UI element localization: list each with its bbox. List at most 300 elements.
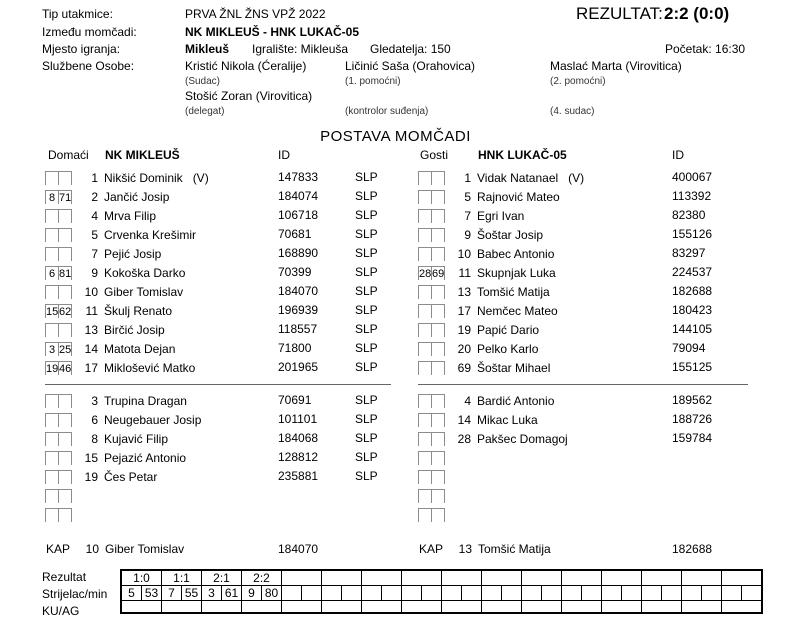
sub-in-number-box [45, 285, 59, 299]
score-result-cell [682, 570, 722, 586]
player-row [415, 320, 790, 339]
player-id: 184070 [278, 284, 319, 298]
player-number: 11 [85, 303, 98, 318]
sub-minute-box [58, 508, 72, 522]
section-title: POSTAVA MOMČADI [320, 128, 471, 145]
player-number: 7 [464, 208, 471, 223]
player-id: 71800 [278, 341, 312, 355]
label-officials: Službene Osobe: [42, 59, 135, 73]
player-id: 155126 [672, 227, 713, 241]
player-name: Babec Antonio [477, 246, 555, 261]
sub-minute-box [431, 432, 445, 446]
score-result-cell [402, 570, 442, 586]
guest-roster [415, 148, 790, 556]
ku-ag-cell [642, 601, 682, 614]
player-name: Nikšić Dominik [104, 170, 183, 185]
scorer-cell: 3 [202, 586, 222, 601]
home-side-label: Domaći [48, 148, 89, 162]
player-id: 400067 [672, 170, 713, 184]
home-roster [42, 148, 417, 556]
ku-ag-cell [121, 601, 162, 614]
home-id-column-label: ID [278, 148, 290, 162]
sub-in-number-box: 15 [46, 305, 59, 318]
player-id: 70399 [278, 265, 312, 279]
sub-in-number-box [45, 508, 59, 522]
player-number: 5 [464, 189, 471, 204]
scorer-cell [362, 586, 382, 601]
player-number: 15 [84, 450, 98, 465]
sub-minute-box [58, 394, 72, 408]
scorer-cell [522, 586, 542, 601]
sub-in-number-box [418, 489, 432, 503]
guest-roster-header [415, 148, 790, 168]
sub-minute-box [431, 451, 445, 465]
scorer-cell [482, 586, 502, 601]
player-number: 7 [91, 246, 98, 261]
player-registration: SLP [355, 265, 378, 279]
ku-ag-cell [322, 601, 362, 614]
player-registration: SLP [355, 431, 378, 445]
player-number: 3 [91, 393, 98, 408]
sub-minute-box [58, 285, 72, 299]
match-type-value: PRVA ŽNL ŽNS VPŽ 2022 [185, 7, 326, 21]
player-name: Giber Tomislav [104, 284, 184, 299]
player-row [42, 358, 417, 377]
player-id: 70691 [278, 393, 312, 407]
sub-minute-box [58, 323, 72, 337]
score-result-cell [442, 570, 482, 586]
scorer-cell [682, 586, 702, 601]
player-name: Papić Dario [477, 322, 540, 337]
sub-minute-box [58, 209, 72, 223]
score-label-ku-ag: KU/AG [42, 604, 80, 617]
ku-ag-cell [482, 601, 522, 614]
score-result-cell [322, 570, 362, 586]
sub-in-number-box: 8 [45, 190, 59, 204]
player-number: 10 [84, 284, 98, 299]
referee-role: (Sudac) [185, 76, 221, 87]
player-name: Mrva Filip [104, 208, 157, 223]
pitch-value: Igralište: Mikleuša [252, 42, 349, 56]
player-id: 201965 [278, 360, 319, 374]
sub-minute-box [431, 394, 445, 408]
score-result-cell: 1:1 [162, 570, 202, 586]
player-number: 1 [91, 170, 98, 185]
ku-ag-cell [282, 601, 322, 614]
assistant2-role: (2. pomoćni) [550, 76, 606, 87]
sub-in-number-box [418, 304, 432, 318]
sub-minute-box [431, 342, 445, 356]
sub-in-number-box [45, 394, 59, 408]
player-row [415, 168, 790, 187]
player-name: Šoštar Josip [477, 227, 544, 242]
sub-in-number-box [418, 228, 432, 242]
player-number: 2 [91, 189, 98, 204]
player-id: 189562 [672, 393, 713, 407]
minute-cell: 80 [262, 586, 282, 601]
player-id: 182688 [672, 284, 713, 298]
player-number: 4 [91, 208, 98, 223]
score-result-cell [282, 570, 322, 586]
home-starters-list [42, 168, 417, 377]
player-id: 79094 [672, 341, 706, 355]
sub-in-number-box: 6 [45, 266, 59, 280]
player-number: 10 [457, 246, 471, 261]
scorer-cell [642, 586, 662, 601]
minute-cell [462, 586, 482, 601]
sub-in-number-box [45, 489, 59, 503]
player-name: Pakšec Domagoj [477, 431, 568, 446]
player-id: 144105 [672, 322, 713, 336]
ku-ag-cell [162, 601, 202, 614]
ku-ag-cell [202, 601, 242, 614]
player-row [415, 244, 790, 263]
player-registration: SLP [355, 303, 378, 317]
sub-minute-box [58, 432, 72, 446]
sub-minute-box [431, 285, 445, 299]
sub-in-number-box [418, 413, 432, 427]
sub-minute-box [58, 489, 72, 503]
scorer-cell: 7 [162, 586, 182, 601]
player-number: 19 [457, 322, 471, 337]
player-id: 235881 [278, 469, 319, 483]
sub-in-number-box [45, 323, 59, 337]
score-result-cell [482, 570, 522, 586]
sub-in-number-box [418, 508, 432, 522]
sub-minute-box [431, 247, 445, 261]
player-id: 82380 [672, 208, 706, 222]
player-row [415, 486, 790, 505]
sub-in-number-box [45, 451, 59, 465]
kickoff-value: Početak: 16:30 [665, 42, 746, 56]
guest-captain-name: Tomšić Matija [478, 542, 551, 556]
player-registration: SLP [355, 412, 378, 426]
player-number: 4 [464, 393, 471, 408]
player-row [42, 486, 417, 505]
sub-minute-box [431, 304, 445, 318]
player-row [42, 187, 417, 206]
sub-minute-box [58, 451, 72, 465]
assistant2-name: Maslać Marta (Virovitica) [550, 59, 682, 73]
sub-in-number-box [418, 451, 432, 465]
minute-cell [382, 586, 402, 601]
player-row [42, 391, 417, 410]
player-row [42, 282, 417, 301]
player-row [42, 467, 417, 486]
sub-in-number-box [45, 228, 59, 242]
player-row [42, 429, 417, 448]
sub-minute-box [431, 323, 445, 337]
home-captain-id: 184070 [278, 542, 319, 556]
sub-minute-box [58, 413, 72, 427]
sub-minute-box [431, 413, 445, 427]
player-row [415, 339, 790, 358]
label-venue: Mjesto igranja: [42, 42, 121, 56]
sub-in-number-box [418, 470, 432, 484]
ku-ag-cell [442, 601, 482, 614]
scorer-cell [722, 586, 742, 601]
player-name: Škulj Renato [104, 303, 173, 318]
player-number: 9 [464, 227, 471, 242]
home-subs-list [42, 391, 417, 524]
score-result-cell [562, 570, 602, 586]
score-label-scorer-min: Strijelac/min [42, 587, 108, 601]
home-subs-divider [45, 384, 391, 385]
home-captain-name: Giber Tomislav [105, 542, 185, 556]
sub-minute-box [58, 171, 72, 185]
player-id: 184068 [278, 431, 319, 445]
player-registration: SLP [355, 393, 378, 407]
sub-minute-box [431, 508, 445, 522]
teams-value: NK MIKLEUŠ - HNK LUKAČ-05 [185, 25, 359, 39]
sub-in-number-box [418, 432, 432, 446]
player-number: 69 [457, 360, 471, 375]
sub-minute-box: 71 [59, 191, 72, 204]
player-row [42, 206, 417, 225]
score-progression-table [120, 569, 763, 614]
scorer-cell: 5 [121, 586, 142, 601]
minute-cell [742, 586, 763, 601]
label-between-teams: Između momčadi: [42, 25, 137, 39]
minute-cell [582, 586, 602, 601]
score-label-result: Rezultat [42, 570, 87, 584]
guest-team-name: HNK LUKAČ-05 [478, 148, 567, 162]
player-id: 83297 [672, 246, 706, 260]
player-number: 8 [91, 431, 98, 446]
sub-minute-box [58, 470, 72, 484]
player-row [42, 505, 417, 524]
player-registration: SLP [355, 450, 378, 464]
minute-cell [662, 586, 682, 601]
player-number: 13 [84, 322, 98, 337]
home-captain-label: KAP [46, 542, 71, 556]
score-result-cell: 2:2 [242, 570, 282, 586]
player-name: Pejazić Antonio [104, 450, 187, 465]
player-id: 180423 [672, 303, 713, 317]
player-row [42, 339, 417, 358]
player-row [42, 410, 417, 429]
player-number: 9 [91, 265, 98, 280]
player-row [415, 206, 790, 225]
home-captain-number: 10 [85, 542, 99, 556]
attendance-value: Gledatelja: 150 [370, 42, 451, 56]
score-result-cell [522, 570, 562, 586]
assistant1-role: (1. pomoćni) [345, 76, 401, 87]
player-name: Jančić Josip [104, 189, 170, 204]
minute-cell [342, 586, 362, 601]
player-name: Pelko Karlo [477, 341, 539, 356]
result-value: 2:2 (0:0) [664, 4, 730, 23]
sub-minute-box: 81 [59, 267, 72, 280]
guest-captain-id: 182688 [672, 542, 713, 556]
player-name: Mikac Luka [477, 412, 538, 427]
sub-in-number-box [418, 247, 432, 261]
ku-ag-cell [402, 601, 442, 614]
guest-subs-divider [418, 384, 748, 385]
player-row [415, 358, 790, 377]
sub-minute-box: 25 [59, 343, 72, 356]
sub-in-number-box [45, 413, 59, 427]
guest-captain-number: 13 [458, 542, 472, 556]
player-row [42, 448, 417, 467]
player-row [415, 282, 790, 301]
minute-cell: 61 [222, 586, 242, 601]
sub-in-number-box [418, 323, 432, 337]
guest-id-column-label: ID [672, 148, 684, 162]
player-name: Bardić Antonio [477, 393, 555, 408]
player-registration: SLP [355, 360, 378, 374]
guest-captain-row [415, 540, 790, 559]
sub-minute-box: 62 [59, 305, 72, 318]
player-row [415, 505, 790, 524]
player-id: 128812 [278, 450, 319, 464]
player-name: Nemčec Mateo [477, 303, 558, 318]
player-name: Miklošević Matko [104, 360, 196, 375]
sub-minute-box [431, 361, 445, 375]
delegate-name: Stošić Zoran (Virovitica) [185, 89, 313, 103]
sub-in-number-box [45, 209, 59, 223]
score-result-cell [362, 570, 402, 586]
label-match-type: Tip utakmice: [42, 7, 113, 21]
player-row [415, 187, 790, 206]
sub-in-number-box [418, 394, 432, 408]
player-name: Kujavić Filip [104, 431, 169, 446]
player-row [415, 391, 790, 410]
player-row [415, 467, 790, 486]
ku-ag-cell [602, 601, 642, 614]
sub-in-number-box: 3 [45, 342, 59, 356]
player-id: 155125 [672, 360, 713, 374]
scorer-cell: 9 [242, 586, 262, 601]
minute-cell [502, 586, 522, 601]
player-number: 19 [84, 469, 98, 484]
player-id: 168890 [278, 246, 319, 260]
score-result-cell [642, 570, 682, 586]
sub-in-number-box [418, 361, 432, 375]
sub-minute-box: 46 [59, 362, 72, 375]
sub-in-number-box [418, 209, 432, 223]
scorer-cell [322, 586, 342, 601]
player-row [415, 225, 790, 244]
sub-minute-box [431, 228, 445, 242]
player-id: 113392 [672, 189, 712, 203]
guest-subs-list [415, 391, 790, 524]
player-id: 106718 [278, 208, 319, 222]
sub-in-number-box [45, 470, 59, 484]
home-team-name: NK MIKLEUŠ [105, 148, 180, 162]
player-id: 147833 [278, 170, 319, 184]
sub-minute-box [431, 470, 445, 484]
fourth-official-role: (4. sudac) [550, 106, 595, 117]
player-number: 20 [457, 341, 471, 356]
player-registration: SLP [355, 322, 378, 336]
player-registration: SLP [355, 208, 378, 222]
ku-ag-cell [682, 601, 722, 614]
player-row [415, 301, 790, 320]
scorer-cell [442, 586, 462, 601]
sub-minute-box [431, 171, 445, 185]
delegate-role: (delegat) [185, 106, 225, 117]
player-row [42, 244, 417, 263]
scorer-cell [602, 586, 622, 601]
player-registration: SLP [355, 341, 378, 355]
captain-mark: (V) [192, 170, 209, 185]
sub-in-number-box [45, 247, 59, 261]
ku-ag-cell [522, 601, 562, 614]
minute-cell: 55 [182, 586, 202, 601]
home-roster-header [42, 148, 417, 168]
player-name: Skupnjak Luka [477, 265, 556, 280]
score-result-cell [722, 570, 763, 586]
scorer-cell [562, 586, 582, 601]
player-name: Birčić Josip [104, 322, 165, 337]
player-name: Čes Petar [104, 469, 158, 484]
sub-minute-box [431, 209, 445, 223]
player-id: 70681 [278, 227, 312, 241]
player-registration: SLP [355, 227, 378, 241]
player-row [415, 429, 790, 448]
player-number: 6 [91, 412, 98, 427]
score-row-labels [42, 569, 107, 617]
sub-minute-box [431, 190, 445, 204]
player-id: 188726 [672, 412, 713, 426]
guest-side-label: Gosti [420, 148, 449, 162]
score-result-cell [602, 570, 642, 586]
player-number: 5 [91, 227, 98, 242]
player-registration: SLP [355, 469, 378, 483]
player-name: Crvenka Krešimir [104, 227, 197, 242]
player-row [42, 225, 417, 244]
guest-captain-label: KAP [419, 542, 444, 556]
guest-starters-list [415, 168, 790, 377]
player-number: 14 [84, 341, 98, 356]
score-result-cell: 2:1 [202, 570, 242, 586]
captain-mark: (V) [568, 170, 585, 185]
player-name: Kokoška Darko [104, 265, 186, 280]
player-number: 14 [457, 412, 471, 427]
player-id: 224537 [672, 265, 713, 279]
minute-cell [542, 586, 562, 601]
ku-ag-cell [362, 601, 402, 614]
sub-in-number-box [45, 432, 59, 446]
sub-in-number-box: 19 [46, 362, 59, 375]
player-name: Pejić Josip [104, 246, 162, 261]
player-registration: SLP [355, 189, 378, 203]
sub-in-number-box: 28 [419, 267, 432, 280]
sub-minute-box [58, 247, 72, 261]
player-name: Neugebauer Josip [104, 412, 202, 427]
result-label: REZULTAT: [576, 4, 663, 23]
scorer-cell [402, 586, 422, 601]
player-number: 11 [458, 265, 471, 280]
sub-minute-box [431, 489, 445, 503]
player-name: Egri Ivan [477, 208, 525, 223]
player-name: Matota Dejan [104, 341, 176, 356]
player-row [42, 320, 417, 339]
minute-cell [422, 586, 442, 601]
player-name: Vidak Natanael [477, 170, 559, 185]
sub-in-number-box [418, 342, 432, 356]
home-captain-row [42, 540, 417, 559]
player-row [42, 301, 417, 320]
sub-minute-box [58, 228, 72, 242]
player-registration: SLP [355, 284, 378, 298]
referee-name: Kristić Nikola (Ćeralije) [185, 59, 307, 73]
player-name: Rajnović Mateo [477, 189, 560, 204]
scorer-cell [282, 586, 302, 601]
ku-ag-cell [242, 601, 282, 614]
assistant1-name: Ličinić Saša (Orahovica) [345, 59, 476, 73]
